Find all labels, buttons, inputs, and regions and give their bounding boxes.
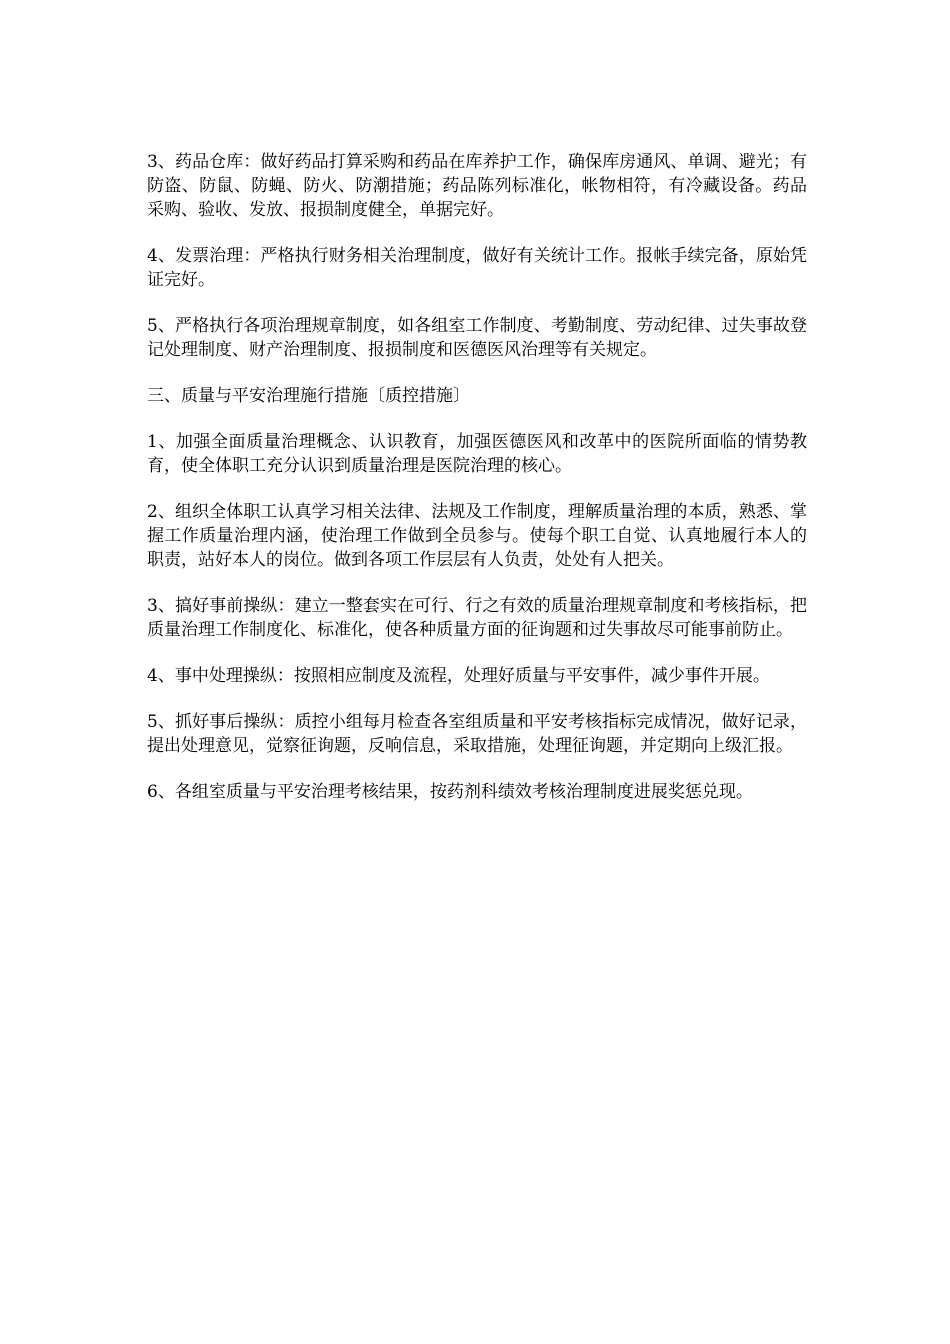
paragraph-pre-control: 3、搞好事前操纵：建立一整套实在可行、行之有效的质量治理规章制度和考核指标，把质量治理工作制度化、标准化，使各种质量方面的征询题和过失事故尽可能事前防止。: [147, 596, 807, 640]
paragraph-rules-execution: 5、严格执行各项治理规章制度，如各组室工作制度、考勤制度、劳动纪律、过失事故登记处理制度、财产治理制度、报损制度和医德医风治理等有关规定。: [147, 316, 807, 360]
paragraph-pharmacy-warehouse: 3、药品仓库：做好药品打算采购和药品在库养护工作，确保库房通风、单调、避光；有防盗、防鼠、防蝇、防火、防潮措施；药品陈列标准化，帐物相符，有冷藏设备。药品采购、验收、发放、报损制度健全，单据完好。: [147, 152, 807, 220]
document-body: [147, 150, 807, 826]
paragraph-assessment-results: 6、各组室质量与平安治理考核结果，按药剂科绩效考核治理制度进展奖惩兑现。: [147, 782, 753, 802]
paragraph-invoice-management: 4、发票治理：严格执行财务相关治理制度，做好有关统计工作。报帐手续完备，原始凭证完好。: [147, 246, 807, 290]
paragraph-in-process-control: 4、事中处理操纵：按照相应制度及流程，处理好质量与平安事件，减少事件开展。: [147, 666, 770, 686]
section-heading-quality-control: 三、质量与平安治理施行措施〔质控措施〕: [147, 386, 470, 406]
paragraph-staff-training: 2、组织全体职工认真学习相关法律、法规及工作制度，理解质量治理的本质，熟悉、掌握工作质量治理内涵，使治理工作做到全员参与。使每个职工自觉、认真地履行本人的职责，站好本人的岗位。做到各项工作层层有人负责，处处有人把关。: [147, 502, 807, 570]
paragraph-quality-education: 1、加强全面质量治理概念、认识教育，加强医德医风和改革中的医院所面临的情势教育，使全体职工充分认识到质量治理是医院治理的核心。: [147, 432, 807, 476]
paragraph-post-control: 5、抓好事后操纵：质控小组每月检查各室组质量和平安考核指标完成情况，做好记录，提出处理意见，觉察征询题，反响信息，采取措施，处理征询题，并定期向上级汇报。: [147, 712, 807, 756]
